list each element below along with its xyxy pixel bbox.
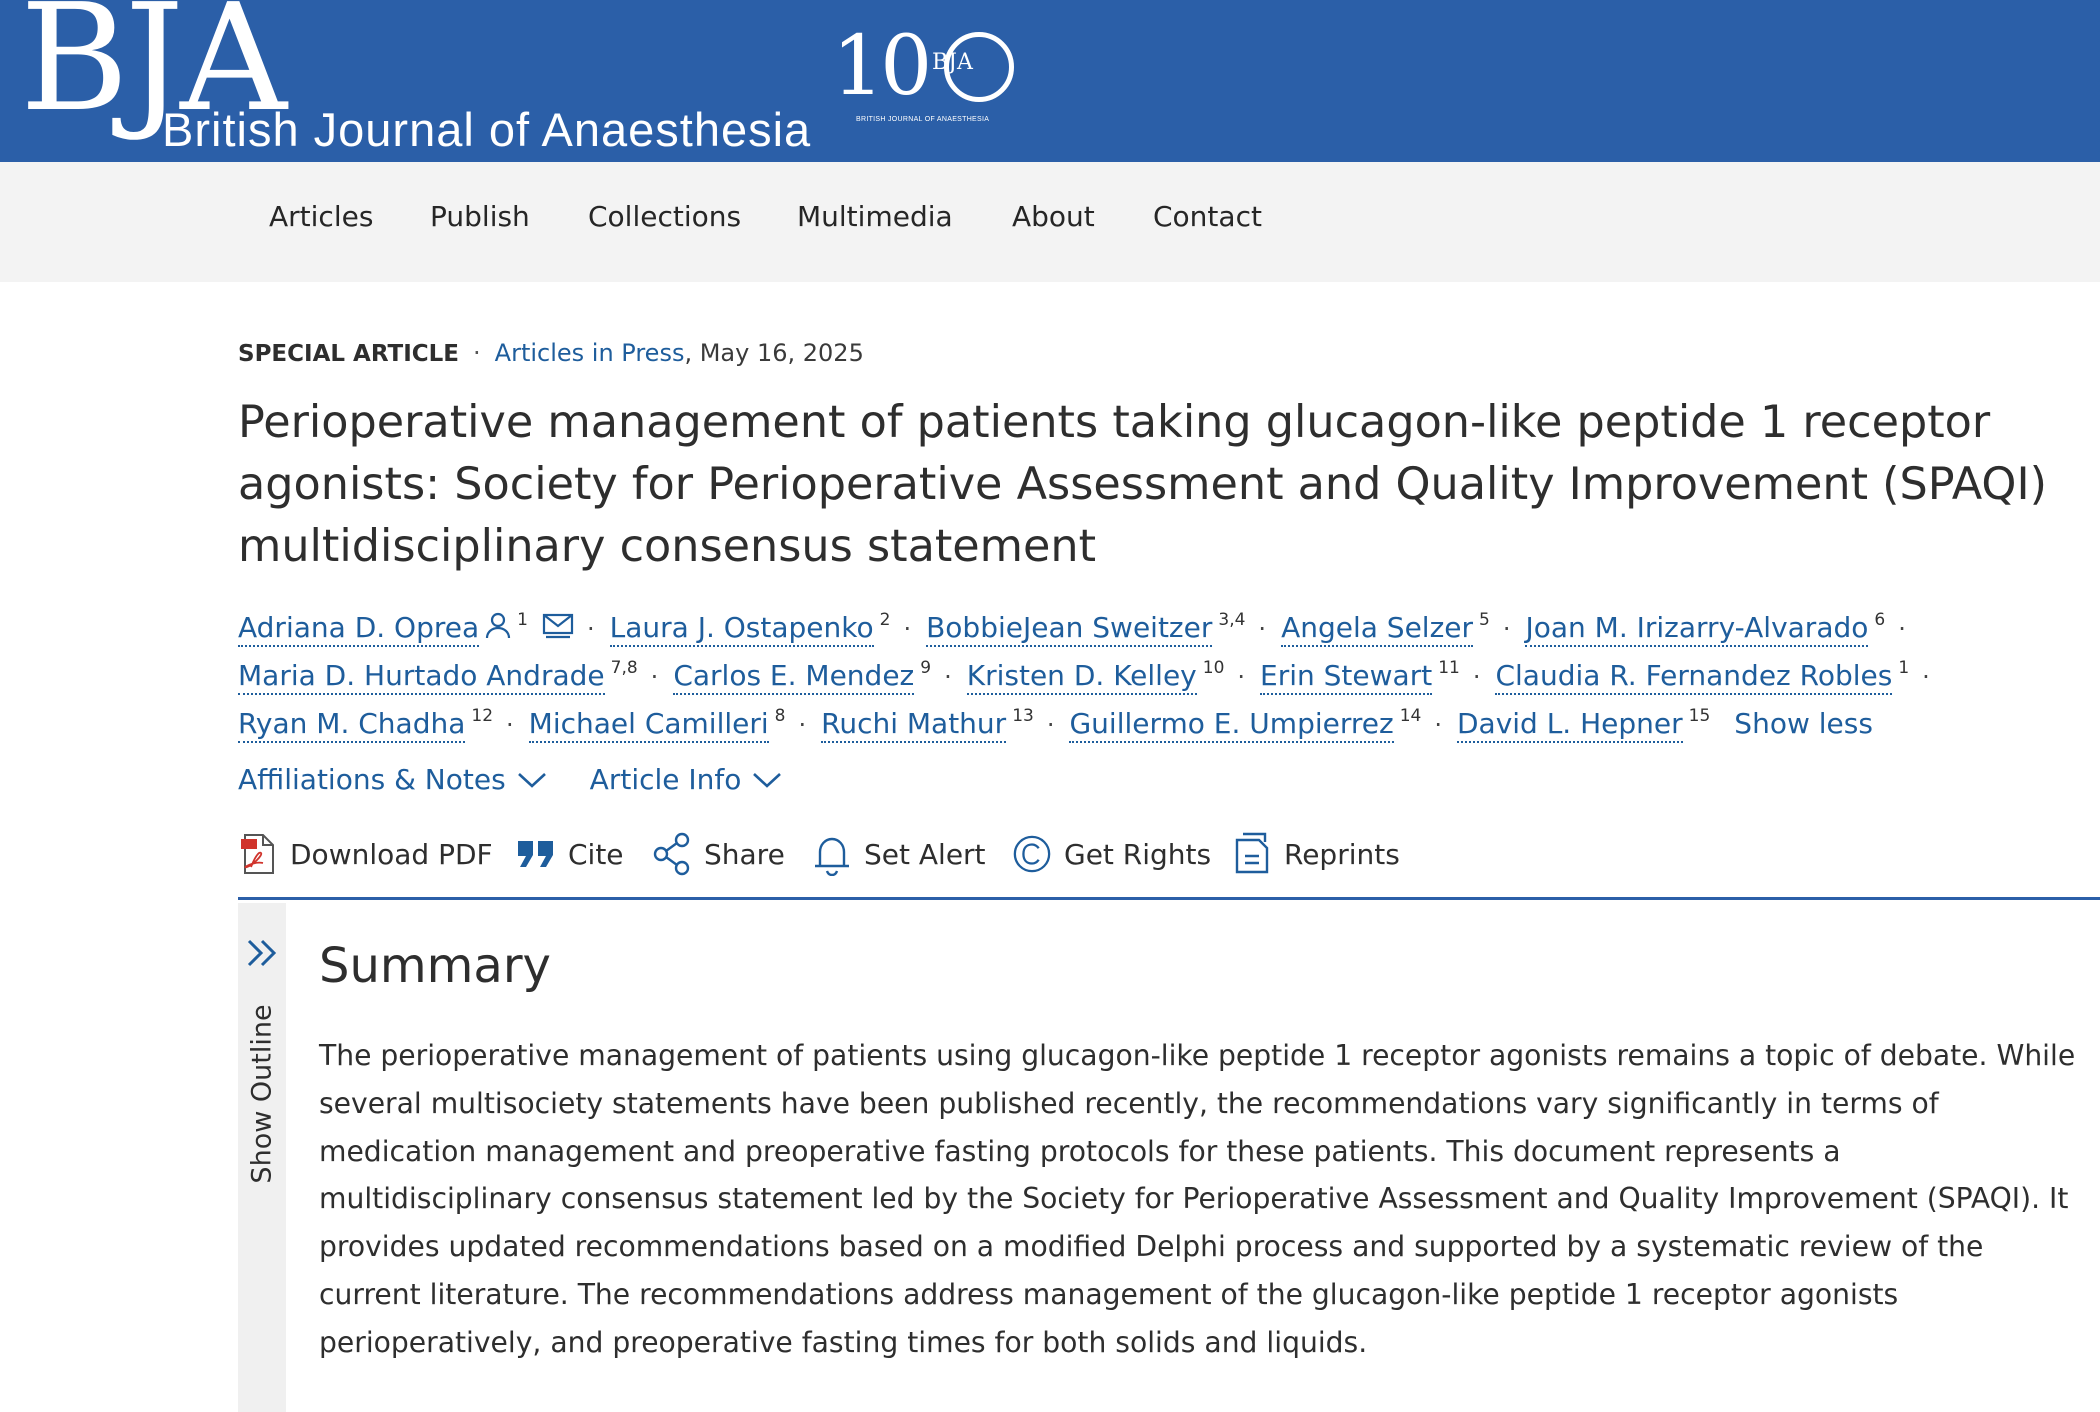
author-name[interactable]: Ryan M. Chadha	[238, 707, 465, 743]
chevron-down-icon	[516, 770, 548, 790]
author-row	[238, 596, 2078, 644]
author-separator: ·	[506, 711, 514, 739]
author-affiliation: 15	[1688, 706, 1711, 726]
author-affiliation: 10	[1202, 658, 1225, 678]
affiliations-toggle[interactable]	[238, 756, 548, 804]
author-row	[238, 692, 2078, 740]
meta-separator: ·	[473, 339, 481, 367]
article-info-toggle[interactable]	[590, 756, 784, 804]
article-info-label: Article Info	[589, 763, 742, 796]
pdf-icon	[238, 832, 278, 876]
author	[1457, 692, 1710, 748]
author-separator: ·	[944, 663, 952, 691]
author-separator: ·	[1237, 663, 1246, 691]
author-name[interactable]: Adriana D. Oprea	[238, 611, 479, 647]
author-name[interactable]: Maria D. Hurtado Andrade	[238, 659, 605, 695]
author-affiliation: 8	[774, 706, 786, 726]
get-rights-button[interactable]	[1012, 826, 1211, 882]
author-separator: ·	[1046, 711, 1055, 739]
centenary-subtitle: BRITISH JOURNAL OF ANAESTHESIA	[856, 116, 990, 123]
nav-collections[interactable]: Collections	[588, 200, 742, 233]
reprints-label: Reprints	[1284, 837, 1400, 871]
author-separator: ·	[1258, 615, 1267, 643]
author-affiliation: 14	[1399, 706, 1422, 726]
set-alert-label: Set Alert	[864, 837, 986, 871]
set-alert-button[interactable]	[812, 826, 986, 882]
author-affiliation: 12	[471, 706, 494, 726]
bell-icon	[812, 832, 852, 876]
author-name[interactable]: Ruchi Mathur	[821, 707, 1006, 743]
author-separator: ·	[798, 711, 807, 739]
author-name[interactable]: Erin Stewart	[1260, 659, 1432, 695]
chevron-down-icon	[751, 770, 783, 790]
author-name[interactable]: Angela Selzer	[1281, 611, 1473, 647]
author	[238, 692, 493, 748]
author-affiliation: 3,4	[1218, 610, 1246, 630]
author-name[interactable]: Guillermo E. Umpierrez	[1069, 707, 1393, 743]
author-name[interactable]: Claudia R. Fernandez Robles	[1495, 659, 1892, 695]
centenary-abbr: BJA	[932, 50, 973, 75]
author-separator: ·	[1434, 711, 1442, 739]
summary-text: The perioperative management of patients using glucagon-like peptide 1 receptor agonists remains a topic of debate. While several multisociety statements have been published recently, the recommendations vary significantly in terms of medication management and preoperative fasting protocols for these patients. This document represents a multidisciplinary consensus statement led by the Society for Perioperative Assessment and Quality Improvement (SPAQI). It provides updated recommendations based on a modified Delphi process and supported by a systematic review of the current literature. The recommendations address management of the glucagon-like peptide 1 receptor agonists perioperatively, and preoperative fasting times for both solids and liquids.	[319, 1039, 2076, 1359]
author-affiliation: 11	[1438, 658, 1460, 678]
author-separator: ·	[1502, 615, 1511, 643]
author-affiliation: 1	[1898, 658, 1910, 678]
author-name[interactable]: Laura J. Ostapenko	[610, 611, 874, 647]
author-name[interactable]: Michael Camilleri	[529, 707, 769, 743]
nav-contact[interactable]: Contact	[1153, 200, 1262, 233]
author	[1069, 692, 1421, 748]
show-outline-label[interactable]: Show Outline	[246, 1004, 278, 1184]
author-affiliation: 5	[1479, 610, 1490, 630]
nav-about[interactable]: About	[1012, 200, 1095, 233]
article-type: SPECIAL ARTICLE	[238, 341, 460, 367]
nav-publish[interactable]: Publish	[430, 200, 530, 233]
download-pdf-label: Download PDF	[290, 837, 493, 871]
main-nav	[0, 162, 2100, 282]
centenary-logo	[832, 19, 1022, 128]
author-separator: ·	[1472, 663, 1481, 691]
bja-logo[interactable]: BJA	[20, 0, 283, 144]
author-name[interactable]: BobbieJean Sweitzer	[926, 611, 1212, 647]
author-separator: ·	[586, 615, 595, 643]
publication-date: , May 16, 2025	[684, 339, 864, 367]
cite-label: Cite	[568, 837, 624, 871]
author-affiliation: 6	[1874, 610, 1886, 630]
journal-name[interactable]: British Journal of Anaesthesia	[162, 103, 812, 156]
author-name[interactable]: Kristen D. Kelley	[967, 659, 1197, 695]
quote-icon	[516, 832, 556, 876]
author-separator: ·	[1898, 615, 1906, 643]
author	[821, 692, 1034, 748]
author-name[interactable]: Joan M. Irizarry-Alvarado	[1525, 611, 1868, 647]
affiliations-label: Affiliations & Notes	[238, 763, 506, 796]
author-affiliation: 7,8	[610, 658, 638, 678]
get-rights-label: Get Rights	[1064, 837, 1212, 871]
author-separator: ·	[903, 615, 912, 643]
copyright-icon	[1012, 832, 1052, 876]
share-icon	[652, 832, 692, 876]
author-affiliation: 9	[920, 658, 932, 678]
author-list	[238, 596, 2078, 740]
author-affiliation: 2	[879, 610, 891, 630]
article-meta	[238, 338, 864, 370]
share-button[interactable]	[652, 826, 785, 882]
centenary-number: 10	[832, 19, 929, 114]
author-separator: ·	[650, 663, 659, 691]
show-less-link[interactable]: Show less	[1734, 707, 1873, 740]
article-title: Perioperative management of patients taking glucagon-like peptide 1 receptor agonists: Society for Perioperative Assessment and Quality Improvement (SPAQI) multidisciplinary consensus statement	[238, 397, 2047, 572]
author-name[interactable]: Carlos E. Mendez	[673, 659, 914, 695]
articles-in-press-link[interactable]: Articles in Press	[494, 339, 685, 367]
nav-multimedia[interactable]: Multimedia	[797, 200, 953, 233]
author-affiliation: 13	[1012, 706, 1034, 726]
author-name[interactable]: David L. Hepner	[1457, 707, 1683, 743]
nav-articles[interactable]: Articles	[269, 200, 374, 233]
author-affiliation: 1	[517, 610, 528, 630]
download-pdf-button[interactable]	[238, 826, 493, 882]
author	[529, 692, 786, 748]
masthead	[0, 0, 2100, 162]
reprints-icon	[1232, 832, 1272, 876]
section-divider	[238, 897, 2100, 900]
expand-toggles	[238, 756, 825, 804]
reprints-button[interactable]	[1232, 826, 1400, 882]
cite-button[interactable]	[516, 826, 624, 882]
summary-heading: Summary	[319, 938, 551, 994]
author-separator: ·	[1922, 663, 1930, 691]
share-label: Share	[704, 837, 785, 871]
author-row	[238, 644, 2078, 692]
double-chevron-right-icon[interactable]	[238, 938, 286, 972]
